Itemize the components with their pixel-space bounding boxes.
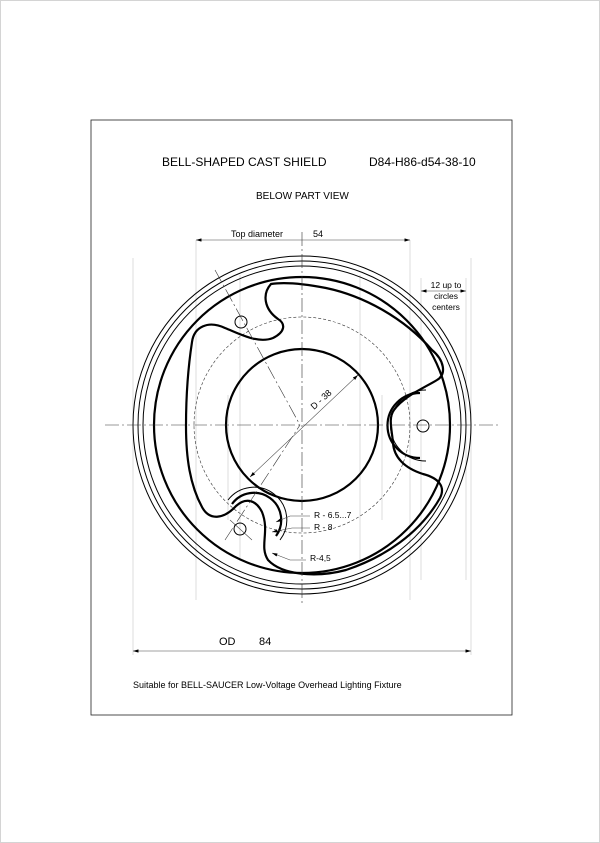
top-diameter-label: Top diameter <box>231 229 284 239</box>
drawing-title: BELL-SHAPED CAST SHIELD <box>162 155 327 169</box>
right-notch-arc-outer <box>391 390 427 461</box>
radius-note-8: R - 8 <box>314 522 333 532</box>
outer-diameter-label: OD <box>219 636 236 648</box>
view-label: BELOW PART VIEW <box>256 191 349 202</box>
top-diameter-value: 54 <box>313 229 324 239</box>
radius-note-6-5-7: R - 6.5...7 <box>314 510 352 520</box>
outer-diameter-value: 84 <box>259 636 272 648</box>
mounting-hole-right <box>417 420 429 432</box>
footer-note: Suitable for BELL-SAUCER Low-Voltage Overhead Lighting Fixture <box>133 680 402 690</box>
circle-spacing-line3: centers <box>432 302 460 312</box>
drawing-code: D84-H86-d54-38-10 <box>369 155 476 169</box>
inner-diameter-dimension <box>250 375 358 477</box>
right-notch-arc <box>388 393 421 458</box>
circle-spacing-line1: 12 up to <box>430 280 462 290</box>
inner-diameter-label: D - 38 <box>308 387 334 412</box>
circle-spacing-line2: circles <box>433 291 459 301</box>
radius-note-4-5: R-4,5 <box>310 553 331 563</box>
radius-leaders <box>272 516 310 560</box>
